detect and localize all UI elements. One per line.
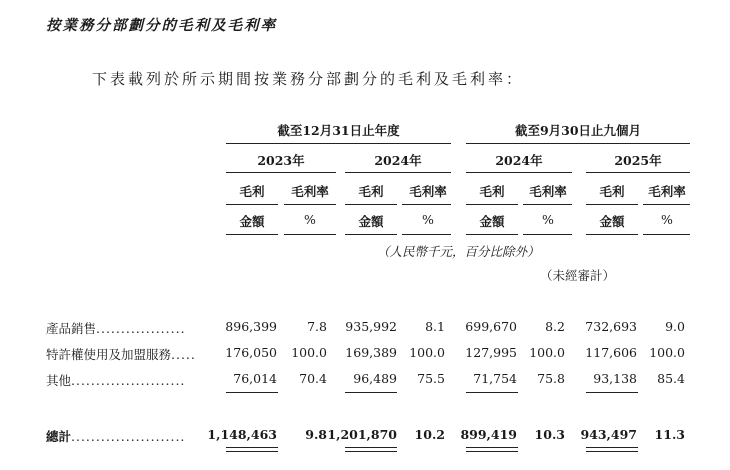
sub-rule	[345, 204, 397, 205]
col-header-amount: 金額	[239, 214, 265, 229]
col-header-gross-margin: 毛利率	[409, 184, 447, 199]
sub-rule	[226, 204, 278, 205]
col-header-gross-margin: 毛利率	[529, 184, 567, 199]
sub-rule	[523, 204, 572, 205]
col-header-percent: %	[304, 212, 316, 227]
cell: 699,670	[465, 319, 517, 334]
sub-rule	[643, 234, 690, 235]
year-rule-3	[466, 172, 572, 173]
cell: 899,419	[460, 427, 517, 442]
sub-rule	[466, 234, 518, 235]
double-rule	[586, 447, 638, 452]
col-header-amount: 金額	[599, 214, 625, 229]
sub-rule	[284, 234, 336, 235]
cell: 100.0	[409, 345, 445, 360]
unaudited-note: （未經審計）	[540, 268, 616, 283]
cell: 100.0	[291, 345, 327, 360]
sub-rule	[523, 234, 572, 235]
subtotal-rule	[466, 392, 518, 393]
cell: 896,399	[225, 319, 277, 334]
sub-rule	[466, 204, 518, 205]
row-label: 其他.......................	[46, 373, 186, 388]
cell: 10.3	[534, 427, 565, 442]
cell: 176,050	[225, 345, 277, 360]
cell: 75.5	[417, 371, 445, 386]
year-header-2024-fy: 2024年	[374, 153, 422, 168]
col-header-percent: %	[661, 212, 673, 227]
cell: 8.2	[545, 319, 565, 334]
col-header-percent: %	[422, 212, 434, 227]
cell: 10.2	[414, 427, 445, 442]
sub-rule	[402, 204, 451, 205]
cell: 85.4	[657, 371, 685, 386]
subtotal-rule	[226, 392, 278, 393]
cell: 935,992	[345, 319, 397, 334]
sub-rule	[345, 234, 397, 235]
sub-rule	[284, 204, 336, 205]
col-header-percent: %	[542, 212, 554, 227]
cell: 71,754	[473, 371, 517, 386]
group-rule-fy	[226, 143, 451, 144]
sub-rule	[643, 204, 690, 205]
col-header-gross-margin: 毛利率	[291, 184, 329, 199]
year-header-2025: 2025年	[614, 153, 662, 168]
col-header-amount: 金額	[479, 214, 505, 229]
cell: 169,389	[345, 345, 397, 360]
section-heading: 按業務分部劃分的毛利及毛利率	[46, 17, 277, 34]
year-header-2023: 2023年	[257, 153, 305, 168]
sub-rule	[586, 204, 638, 205]
cell: 9.0	[665, 319, 685, 334]
cell: 117,606	[585, 345, 637, 360]
group-header-fy: 截至12月31日止年度	[277, 123, 400, 138]
sub-rule	[586, 234, 638, 235]
year-rule-1	[226, 172, 336, 173]
cell: 1,148,463	[207, 427, 277, 442]
cell: 93,138	[593, 371, 637, 386]
cell: 8.1	[425, 319, 445, 334]
total-label: 總計.......................	[46, 429, 186, 444]
double-rule	[345, 447, 397, 452]
cell: 732,693	[585, 319, 637, 334]
col-header-amount: 金額	[358, 214, 384, 229]
unit-note: （人民幣千元，百分比除外）	[377, 244, 540, 259]
year-rule-4	[586, 172, 690, 173]
cell: 943,497	[580, 427, 637, 442]
subtotal-rule	[586, 392, 638, 393]
year-header-2024-9m: 2024年	[495, 153, 543, 168]
sub-rule	[402, 234, 451, 235]
cell: 75.8	[537, 371, 565, 386]
sub-rule	[226, 234, 278, 235]
cell: 7.8	[307, 319, 327, 334]
year-rule-2	[345, 172, 451, 173]
cell: 100.0	[529, 345, 565, 360]
intro-paragraph: 下表載列於所示期間按業務分部劃分的毛利及毛利率：	[92, 70, 525, 88]
col-header-gross-profit: 毛利	[358, 184, 384, 199]
cell: 9.8	[305, 427, 327, 442]
double-rule	[466, 447, 518, 452]
cell: 76,014	[233, 371, 277, 386]
col-header-gross-margin: 毛利率	[648, 184, 686, 199]
group-rule-9m	[466, 143, 690, 144]
row-label: 特許權使用及加盟服務.....	[46, 347, 196, 362]
group-header-9m: 截至9月30日止九個月	[514, 123, 642, 138]
subtotal-rule	[345, 392, 397, 393]
row-label: 產品銷售..................	[46, 321, 186, 336]
cell: 100.0	[649, 345, 685, 360]
cell: 96,489	[353, 371, 397, 386]
double-rule	[226, 447, 278, 452]
cell: 70.4	[299, 371, 327, 386]
col-header-gross-profit: 毛利	[479, 184, 505, 199]
cell: 11.3	[654, 427, 685, 442]
cell: 1,201,870	[327, 427, 397, 442]
col-header-gross-profit: 毛利	[239, 184, 265, 199]
col-header-gross-profit: 毛利	[599, 184, 625, 199]
cell: 127,995	[465, 345, 517, 360]
